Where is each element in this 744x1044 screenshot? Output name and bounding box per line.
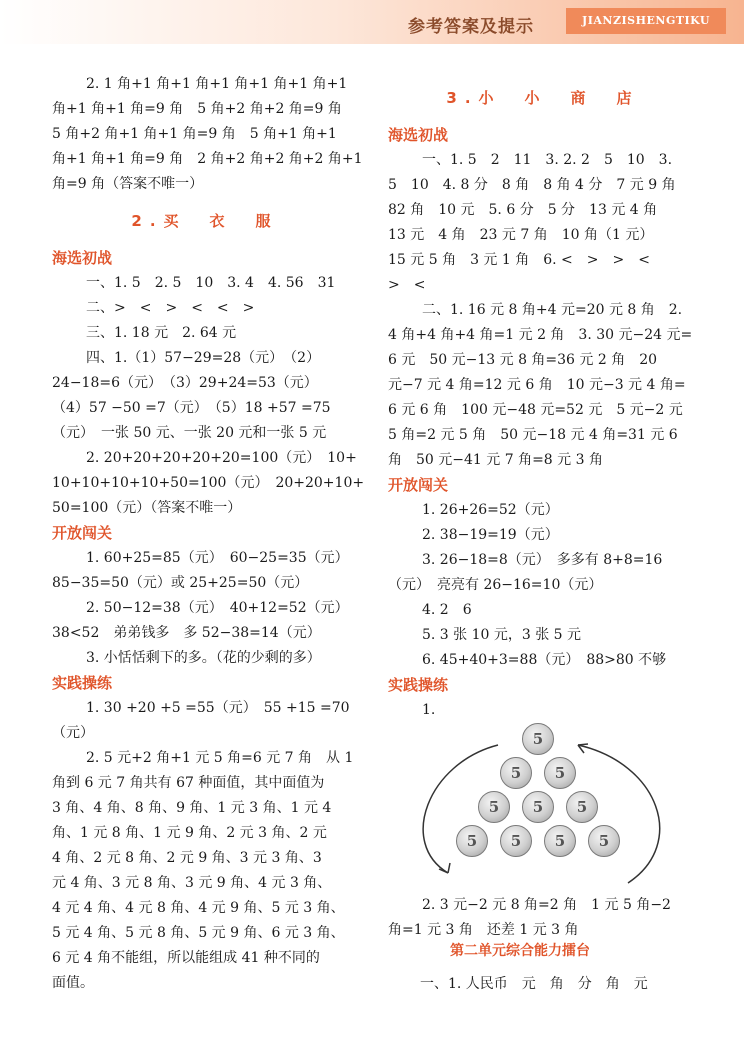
section-heading: 实践操练 bbox=[388, 676, 449, 694]
coin-icon: 5 bbox=[500, 757, 532, 789]
text-line: 82 角 10 元 5. 6 分 5 分 13 元 4 角 bbox=[388, 202, 658, 218]
text-line: 一、1. 5 2 11 3. 2. 2 5 10 3. bbox=[422, 152, 673, 168]
coin-icon: 5 bbox=[588, 825, 620, 857]
text-line: 6. 45+40+3=88（元） 88>80 不够 bbox=[422, 652, 667, 668]
coin-icon: 5 bbox=[456, 825, 488, 857]
text-line: （元） bbox=[52, 725, 94, 741]
text-line: > < bbox=[388, 277, 426, 293]
text-line: 24−18=6（元） （3）29+24=53（元） bbox=[52, 375, 318, 391]
text-line: 5 元 4 角、5 元 8 角、5 元 9 角、6 元 3 角、 bbox=[52, 925, 345, 941]
coin-triangle-figure bbox=[388, 723, 698, 893]
text-line: 2. 50−12=38（元） 40+12=52（元） bbox=[86, 600, 349, 616]
text-line: 四、1.（1）57−29=28（元） （2） bbox=[86, 350, 321, 366]
text-line: （元） 亮亮有 26−16=10（元） bbox=[388, 577, 603, 593]
text-line: 角+1 角+1 角=9 角 5 角+2 角+2 角=9 角 bbox=[52, 101, 342, 117]
text-line: 角=9 角（答案不唯一） bbox=[52, 176, 204, 192]
text-line: 1. 60+25=85（元） 60−25=35（元） bbox=[86, 550, 349, 566]
text-line: 6 元 50 元−13 元 8 角=36 元 2 角 20 bbox=[388, 352, 658, 368]
text-line: 3. 小恬恬剩下的多。（花的少剩的多） bbox=[86, 650, 321, 666]
text-line: 5 角+2 角+1 角+1 角=9 角 5 角+1 角+1 bbox=[52, 126, 337, 142]
unit-title: 第二单元综合能力擂台 bbox=[450, 943, 590, 959]
text-line: 4 角+4 角+4 角=1 元 2 角 3. 30 元−24 元= bbox=[388, 327, 693, 343]
header-band bbox=[0, 0, 744, 44]
text-line: 4. 2 6 bbox=[422, 602, 472, 618]
section-heading: 开放闯关 bbox=[52, 524, 113, 542]
text-line: 2. 5 元+2 角+1 元 5 角=6 元 7 角 从 1 bbox=[86, 750, 354, 766]
coin-icon: 5 bbox=[566, 791, 598, 823]
text-line: 二、> < > < < > bbox=[86, 300, 255, 316]
section-heading: 海选初战 bbox=[388, 126, 449, 144]
text-line: 角到 6 元 7 角共有 67 种面值，其中面值为 bbox=[52, 775, 325, 791]
left-column bbox=[52, 72, 365, 996]
text-line: 6 元 6 角 100 元−48 元=52 元 5 元−2 元 bbox=[388, 402, 683, 418]
lesson-title: 3.小 小 商 店 bbox=[446, 89, 640, 107]
text-line: 5 角=2 元 5 角 50 元−18 元 4 角=31 元 6 bbox=[388, 427, 678, 443]
text-line: 38<52 弟弟钱多 多 52−38=14（元） bbox=[52, 625, 321, 641]
coin-icon: 5 bbox=[522, 723, 554, 755]
header-tab: JIANZISHENGTIKU bbox=[566, 8, 726, 34]
section-heading: 开放闯关 bbox=[388, 476, 449, 494]
text-line: 5. 3 张 10 元，3 张 5 元 bbox=[422, 627, 582, 643]
text-line: 13 元 4 角 23 元 7 角 10 角（1 元） bbox=[388, 227, 654, 243]
text-line: 面值。 bbox=[52, 975, 94, 991]
right-column bbox=[388, 86, 698, 943]
text-line: 4 元 4 角、4 元 8 角、4 元 9 角、5 元 3 角、 bbox=[52, 900, 345, 916]
text-line: 3 角、4 角、8 角、9 角、1 元 3 角、1 元 4 bbox=[52, 800, 332, 816]
text-line: 角、1 元 8 角、1 元 9 角、2 元 3 角、2 元 bbox=[52, 825, 327, 841]
text-line: 5 10 4. 8 分 8 角 8 角 4 分 7 元 9 角 bbox=[388, 177, 676, 193]
text-line: 一、1. 人民币 元 角 分 角 元 bbox=[420, 976, 648, 992]
text-line: 2. 1 角+1 角+1 角+1 角+1 角+1 角+1 bbox=[86, 76, 348, 92]
text-line: 1. 26+26=52（元） bbox=[422, 502, 559, 518]
text-line: 角=1 元 3 角 还差 1 元 3 角 bbox=[388, 922, 579, 938]
coin-icon: 5 bbox=[544, 757, 576, 789]
section-heading: 实践操练 bbox=[52, 674, 113, 692]
text-line: 角 50 元−41 元 7 角=8 元 3 角 bbox=[388, 452, 603, 468]
text-line: 1. 30 +20 +5 =55（元） 55 +15 =70 bbox=[86, 700, 350, 716]
text-line: （元） 一张 50 元、一张 20 元和一张 5 元 bbox=[52, 425, 327, 441]
text-line: 2. 38−19=19（元） bbox=[422, 527, 559, 543]
text-line: 10+10+10+10+50=100（元） 20+20+10+ bbox=[52, 475, 365, 491]
text-line: 2. 20+20+20+20+20=100（元） 10+ bbox=[86, 450, 357, 466]
section-heading: 海选初战 bbox=[52, 249, 113, 267]
lesson-title: 2.买 衣 服 bbox=[131, 212, 279, 230]
text-line: 85−35=50（元）或 25+25=50（元） bbox=[52, 575, 309, 591]
text-line: 一、1. 5 2. 5 10 3. 4 4. 56 31 bbox=[86, 275, 336, 291]
text-line: 4 角、2 元 8 角、2 元 9 角、3 元 3 角、3 bbox=[52, 850, 322, 866]
text-line: 50=100（元）（答案不唯一） bbox=[52, 500, 242, 516]
coin-icon: 5 bbox=[500, 825, 532, 857]
text-line: 角+1 角+1 角=9 角 2 角+2 角+2 角+2 角+1 bbox=[52, 151, 363, 167]
text-line: 6 元 4 角不能组，所以能组成 41 种不同的 bbox=[52, 950, 320, 966]
coin-icon: 5 bbox=[522, 791, 554, 823]
text-line: 1. bbox=[422, 702, 436, 718]
coin-icon: 5 bbox=[544, 825, 576, 857]
text-line: 元 4 角、3 元 8 角、3 元 9 角、4 元 3 角、 bbox=[52, 875, 332, 891]
text-line: 3. 26−18=8（元） 多多有 8+8=16 bbox=[422, 552, 663, 568]
text-line: 元−7 元 4 角=12 元 6 角 10 元−3 元 4 角= bbox=[388, 377, 686, 393]
text-line: （4）57 −50 =7（元） （5）18 +57 =75 bbox=[52, 400, 331, 416]
text-line: 2. 3 元−2 元 8 角=2 角 1 元 5 角−2 bbox=[422, 897, 671, 913]
coin-icon: 5 bbox=[478, 791, 510, 823]
text-line: 三、1. 18 元 2. 64 元 bbox=[86, 325, 237, 341]
header-title: 参考答案及提示 bbox=[408, 17, 534, 37]
text-line: 二、1. 16 元 8 角+4 元=20 元 8 角 2. bbox=[422, 302, 683, 318]
text-line: 15 元 5 角 3 元 1 角 6. < > > < bbox=[388, 252, 650, 268]
